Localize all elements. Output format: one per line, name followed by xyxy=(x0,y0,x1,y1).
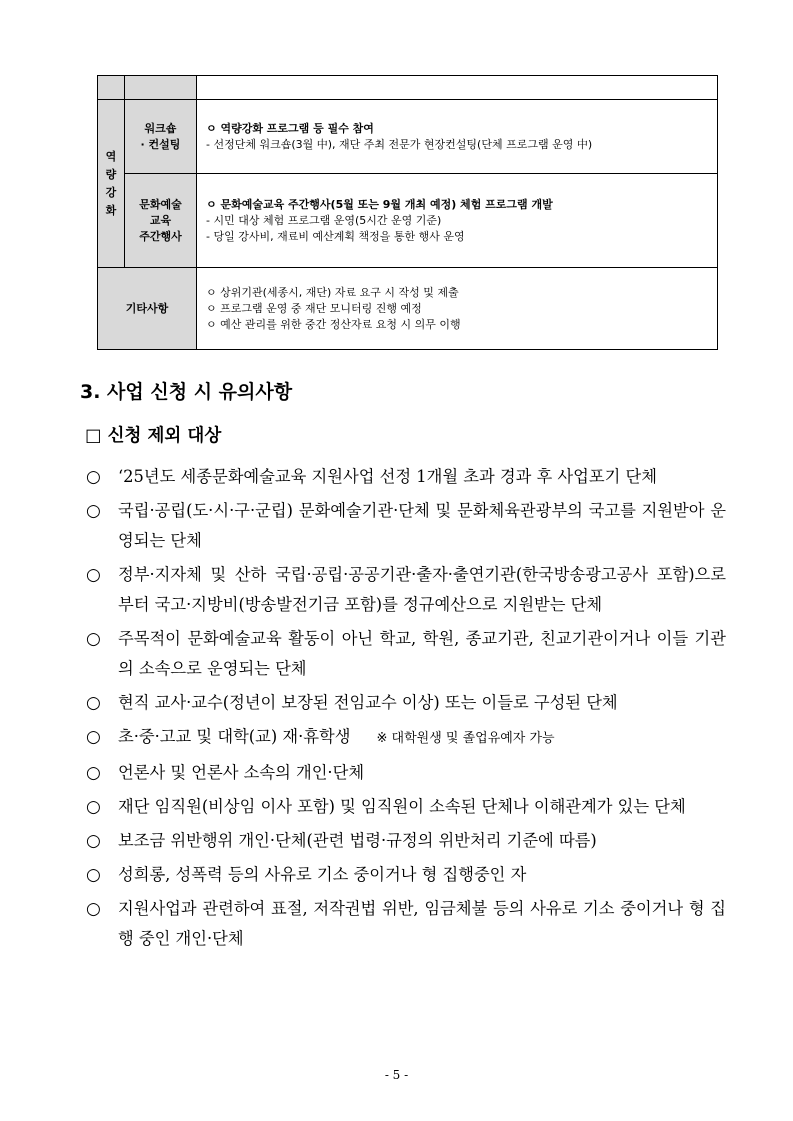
circle-bullet-icon: ○ xyxy=(86,467,101,487)
content-line: ㅇ 상위기관(세종시, 재단) 자료 요구 시 작성 및 제출 xyxy=(206,285,459,299)
top-row-cell xyxy=(125,76,197,100)
list-item xyxy=(86,496,726,556)
table-row xyxy=(98,174,718,268)
item-text: 지원사업과 관련하여 표절, 저작권법 위반, 임금체불 등의 사유로 기소 중이거나 형 집행 중인 개인·단체 xyxy=(118,899,726,948)
subsection-title: □ 신청 제외 대상 xyxy=(85,426,222,446)
table-row xyxy=(98,100,718,174)
workshop-consulting-label: 워크숍 · 컨설팅 xyxy=(125,100,197,174)
item-text: 재단 임직원(비상임 이사 포함) 및 임직원이 소속된 단체나 이해관계가 있는 단체 xyxy=(118,797,686,816)
list-item xyxy=(86,624,726,684)
list-item xyxy=(86,462,726,492)
content-line: ㅇ 프로그램 운영 중 재단 모니터링 진행 예정 xyxy=(206,301,422,315)
circle-bullet-icon: ○ xyxy=(86,565,101,585)
item-text: ‘25년도 세종문화예술교육 지원사업 선정 1개월 초과 경과 후 사업포기 단체 xyxy=(118,467,657,486)
item-main-text: 초·중·고교 및 대학(교) 재·휴학생 xyxy=(118,727,351,746)
list-item xyxy=(86,758,726,788)
circle-bullet-icon: ○ xyxy=(86,693,101,713)
list-item xyxy=(86,792,726,822)
circle-bullet-icon: ○ xyxy=(86,727,101,747)
arts-education-week-content xyxy=(197,174,718,268)
list-item xyxy=(86,688,726,718)
arts-education-week-label: 문화예술 교육 주간행사 xyxy=(125,174,197,268)
circle-bullet-icon: ○ xyxy=(86,831,101,851)
item-text: 국립·공립(도·시·구·군립) 문화예술기관·단체 및 문화체육관광부의 국고를 지원받아 운영되는 단체 xyxy=(118,501,726,550)
exclusion-list xyxy=(86,462,726,958)
item-text: 보조금 위반행위 개인·단체(관련 법령·규정의 위반처리 기준에 따름) xyxy=(118,831,597,850)
table-row xyxy=(98,268,718,350)
content-heading: ㅇ 역량강화 프로그램 등 필수 참여 xyxy=(206,121,374,135)
section-title: 3. 사업 신청 시 유의사항 xyxy=(80,381,293,403)
list-item xyxy=(86,826,726,856)
list-item xyxy=(86,860,726,890)
top-row-cell xyxy=(98,76,125,100)
capacity-building-category: 역 량 강 화 xyxy=(98,100,125,268)
workshop-consulting-content xyxy=(197,100,718,174)
circle-bullet-icon: ○ xyxy=(86,629,101,649)
circle-bullet-icon: ○ xyxy=(86,899,101,919)
content-line: - 시민 대상 체험 프로그램 운영(5시간 운영 기준) xyxy=(206,213,442,227)
item-text: 성희롱, 성폭력 등의 사유로 기소 중이거나 형 집행중인 자 xyxy=(118,865,527,884)
top-row-cell xyxy=(197,76,718,100)
item-note: ※ 대학원생 및 졸업유예자 가능 xyxy=(376,731,555,746)
item-text: 주목적이 문화예술교육 활동이 아닌 학교, 학원, 종교기관, 친교기관이거나 이들 기관의 소속으로 운영되는 단체 xyxy=(118,629,726,678)
list-item xyxy=(86,560,726,620)
item-text: 언론사 및 언론사 소속의 개인·단체 xyxy=(118,763,365,782)
circle-bullet-icon: ○ xyxy=(86,865,101,885)
item-text xyxy=(118,722,726,754)
circle-bullet-icon: ○ xyxy=(86,501,101,521)
content-heading: ㅇ 문화예술교육 주간행사(5월 또는 9월 개최 예정) 체험 프로그램 개발 xyxy=(206,197,553,211)
item-text: 정부·지자체 및 산하 국립·공립·공공기관·출자·출연기관(한국방송광고공사 포함)으로부터 국고·지방비(방송발전기금 포함)를 정규예산으로 지원받는 단체 xyxy=(118,565,726,614)
content-line: - 당일 강사비, 재료비 예산계획 책정을 통한 행사 운영 xyxy=(206,229,465,243)
circle-bullet-icon: ○ xyxy=(86,763,101,783)
table-top-row xyxy=(98,76,718,100)
program-requirements-table xyxy=(97,75,718,350)
page-number: - 5 - xyxy=(384,1068,409,1082)
etc-content xyxy=(197,268,718,350)
circle-bullet-icon: ○ xyxy=(86,797,101,817)
list-item xyxy=(86,722,726,754)
etc-label: 기타사항 xyxy=(98,268,197,350)
item-text: 현직 교사·교수(정년이 보장된 전임교수 이상) 또는 이들로 구성된 단체 xyxy=(118,693,618,712)
content-line: ㅇ 예산 관리를 위한 중간 정산자료 요청 시 의무 이행 xyxy=(206,317,461,331)
list-item xyxy=(86,894,726,954)
content-line: - 선정단체 워크숍(3월 中), 재단 주최 전문가 현장컨설팅(단체 프로그램 운영 中) xyxy=(206,137,593,151)
